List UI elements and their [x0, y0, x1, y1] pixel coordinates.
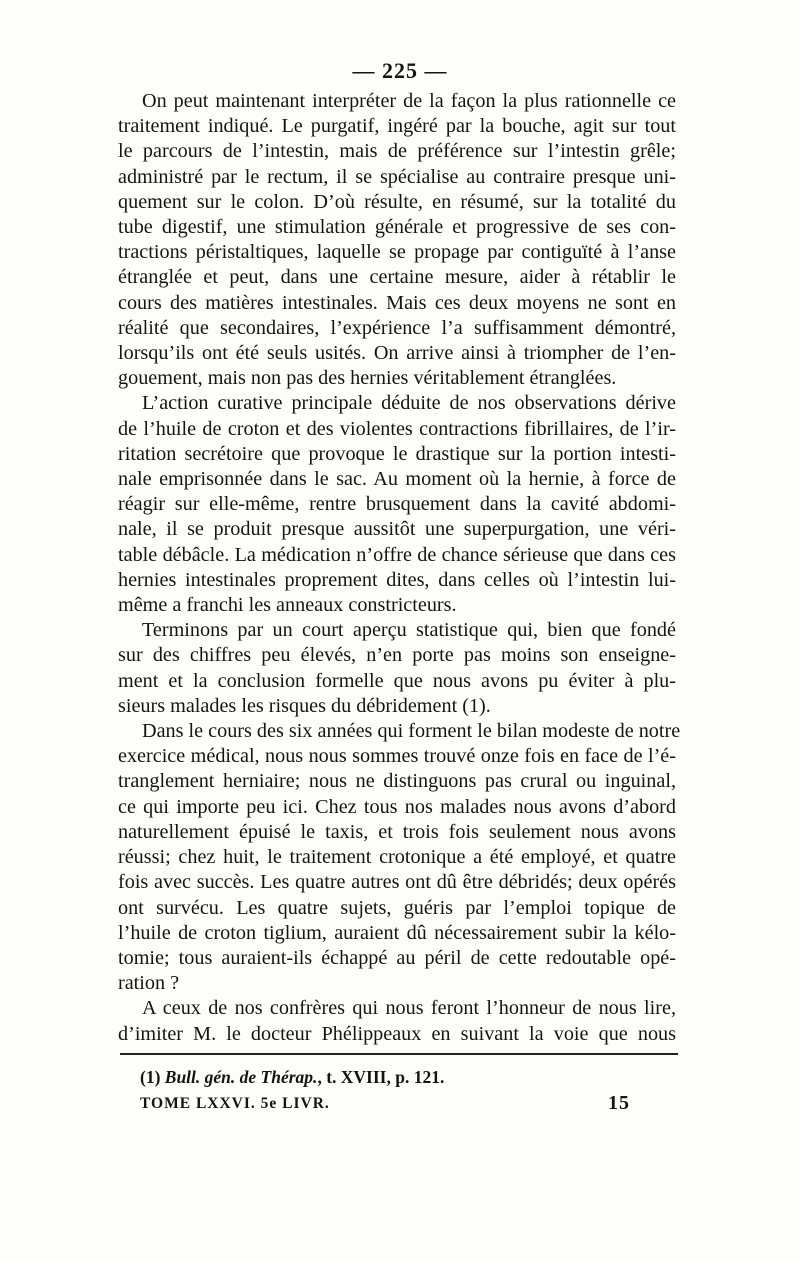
- text-line: même a franchi les anneaux constricteurs.: [118, 594, 457, 617]
- text-line: ont survécu. Les quatre sujets, guéris par l’emploi topique de: [118, 896, 676, 919]
- text-line: nale emprisonnée dans le sac. Au moment où la hernie, à force de: [118, 468, 676, 491]
- text-line: tranglement herniaire; nous ne distinguons pas crural ou inguinal,: [118, 770, 676, 793]
- text-line: gouement, mais non pas des hernies véritablement étranglées.: [118, 367, 617, 390]
- text-line: sieurs malades les risques du débridement (1).: [118, 694, 491, 717]
- text-line: exercice médical, nous nous sommes trouvé onze fois en face de l’é-: [118, 745, 676, 768]
- text-line: ration ?: [118, 972, 180, 995]
- text-line: quement sur le colon. D’où résulte, en résumé, sur la totalité du: [118, 190, 676, 213]
- text-line: ce qui importe peu ici. Chez tous nos malades nous avons d’abord: [118, 795, 676, 818]
- text-line: tomie; tous auraient-ils échappé au péril de cette redoutable opé-: [118, 946, 676, 969]
- text-line: lorsqu’ils ont été seuls usités. On arrive ainsi à triompher de l’en-: [118, 342, 676, 365]
- paragraph: [118, 618, 676, 719]
- text-line: ritation secrétoire que provoque le drastique sur la portion intesti-: [118, 442, 676, 465]
- text-line: le parcours de l’intestin, mais de préférence sur l’intestin grêle;: [118, 140, 676, 163]
- text-line: d’imiter M. le docteur Phélippeaux en suivant la voie que nous: [118, 1022, 676, 1045]
- text-line: réalité que secondaires, l’expérience l’a suffisamment démontré,: [118, 316, 676, 339]
- text-line: administré par le rectum, il se spécialise au contraire presque uni-: [118, 165, 676, 188]
- text-line: tractions péristaltiques, laquelle se propage par contiguïté à l’anse: [118, 241, 676, 264]
- paragraph: [118, 391, 676, 618]
- text-line: Terminons par un court aperçu statistique qui, bien que fondé: [142, 619, 676, 642]
- text-line: l’huile de croton tiglium, auraient dû nécessairement subir la kélo-: [118, 921, 676, 944]
- paragraph: [118, 719, 681, 996]
- sheet-number: 15: [608, 1092, 630, 1114]
- footnote-rule: [120, 1053, 678, 1055]
- text-line: hernies intestinales proprement dites, dans celles où l’intestin lui-: [118, 568, 676, 591]
- page-number: — 225 —: [352, 58, 448, 83]
- text-line: Dans le cours des six années qui forment le bilan modeste de notre: [142, 720, 681, 743]
- paragraph: [118, 996, 676, 1046]
- text-line: fois avec succès. Les quatre autres ont dû être débridés; deux opérés: [118, 871, 676, 894]
- volume-label: TOME LXXVI. 5e LIVR.: [140, 1095, 330, 1112]
- text-line: traitement indiqué. Le purgatif, ingéré par la bouche, agit sur tout: [118, 115, 676, 138]
- text-line: réagir sur elle-même, rentre brusquement dans la cavité abdomi-: [118, 493, 676, 516]
- text-line: A ceux de nos confrères qui nous feront l’honneur de nous lire,: [142, 997, 676, 1020]
- text-line: réussi; chez huit, le traitement crotonique a été employé, et quatre: [118, 846, 676, 869]
- footnote-journal: Bull. gén. de Thérap.: [164, 1067, 318, 1087]
- text-line: table débâcle. La médication n’offre de chance sérieuse que dans ces: [118, 543, 676, 566]
- text-line: de l’huile de croton et des violentes contractions fibrillaires, de l’ir-: [118, 417, 676, 440]
- text-line: sur des chiffres peu élevés, n’en porte pas moins son enseigne-: [118, 644, 676, 667]
- text-line: nale, il se produit presque aussitôt une superpurgation, une véri-: [118, 518, 676, 541]
- text-line: On peut maintenant interpréter de la façon la plus rationnelle ce: [142, 90, 676, 112]
- footnote: [140, 1067, 444, 1088]
- footnote-marker: (1): [140, 1067, 161, 1087]
- footnote-reference: , t. XVIII, p. 121.: [317, 1067, 445, 1087]
- text-line: tube digestif, une stimulation générale et progressive de ses con-: [118, 216, 676, 239]
- text-line: ment et la conclusion formelle que nous avons pu éviter à plu-: [118, 669, 676, 692]
- text-line: naturellement épuisé le taxis, et trois fois seulement nous avons: [118, 820, 676, 843]
- text-line: L’action curative principale déduite de nos observations dérive: [142, 392, 676, 415]
- body-text: [118, 89, 681, 1047]
- text-line: cours des matières intestinales. Mais ces deux moyens ne sont en: [118, 291, 676, 314]
- text-line: étranglée et peut, dans une certaine mesure, aider à rétablir le: [118, 266, 676, 289]
- paragraph: [118, 89, 676, 391]
